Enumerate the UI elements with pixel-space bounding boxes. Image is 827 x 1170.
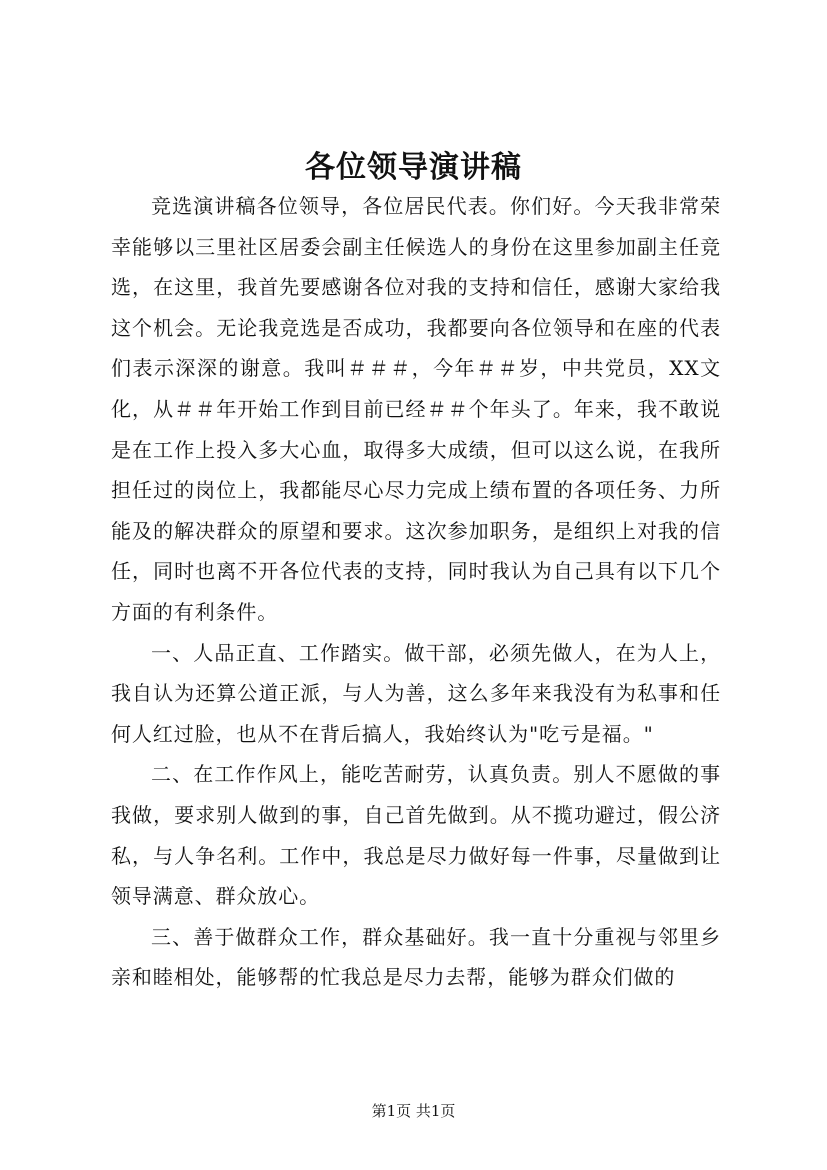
paragraph-point-3: 三、善于做群众工作，群众基础好。我一直十分重视与邻里乡亲和睦相处，能够帮的忙我总是尽力去帮，能够为群众们做的 (111, 924, 721, 990)
page-number-footer: 第1页 共1页 (371, 1102, 456, 1120)
document-title: 各位领导演讲稿 (305, 150, 522, 185)
document-body (111, 186, 721, 998)
paragraph-point-1: 一、人品正直、工作踏实。做干部，必须先做人，在为人上，我自认为还算公道正派，与人为善，这么多年来我没有为私事和任何人红过脸，也从不在背后搞人，我始终认为"吃亏是福。" (111, 640, 721, 746)
paragraph-point-2: 二、在工作作风上，能吃苦耐劳，认真负责。别人不愿做的事我做，要求别人做到的事，自己首先做到。从不揽功避过，假公济私，与人争名利。工作中，我总是尽力做好每一件事，尽量做到让领导满意、群众放心。 (111, 762, 721, 909)
paragraph-intro: 竞选演讲稿各位领导，各位居民代表。你们好。今天我非常荣幸能够以三里社区居委会副主任候选人的身份在这里参加副主任竞选，在这里，我首先要感谢各位对我的支持和信任，感谢大家给我这个机会。无论我竞选是否成功，我都要向各位领导和在座的代表们表示深深的谢意。我叫＃＃＃，今年＃＃岁，中共党员，XX文化，从＃＃年开始工作到目前已经＃＃个年头了。年来，我不敢说是在工作上投入多大心血，取得多大成绩，但可以这么说，在我所担任过的岗位上，我都能尽心尽力完成上绩布置的各项任务、力所能及的解决群众的原望和要求。这次参加职务，是组织上对我的信任，同时也离不开各位代表的支持，同时我认为自己具有以下几个方面的有利条件。 (111, 194, 721, 624)
